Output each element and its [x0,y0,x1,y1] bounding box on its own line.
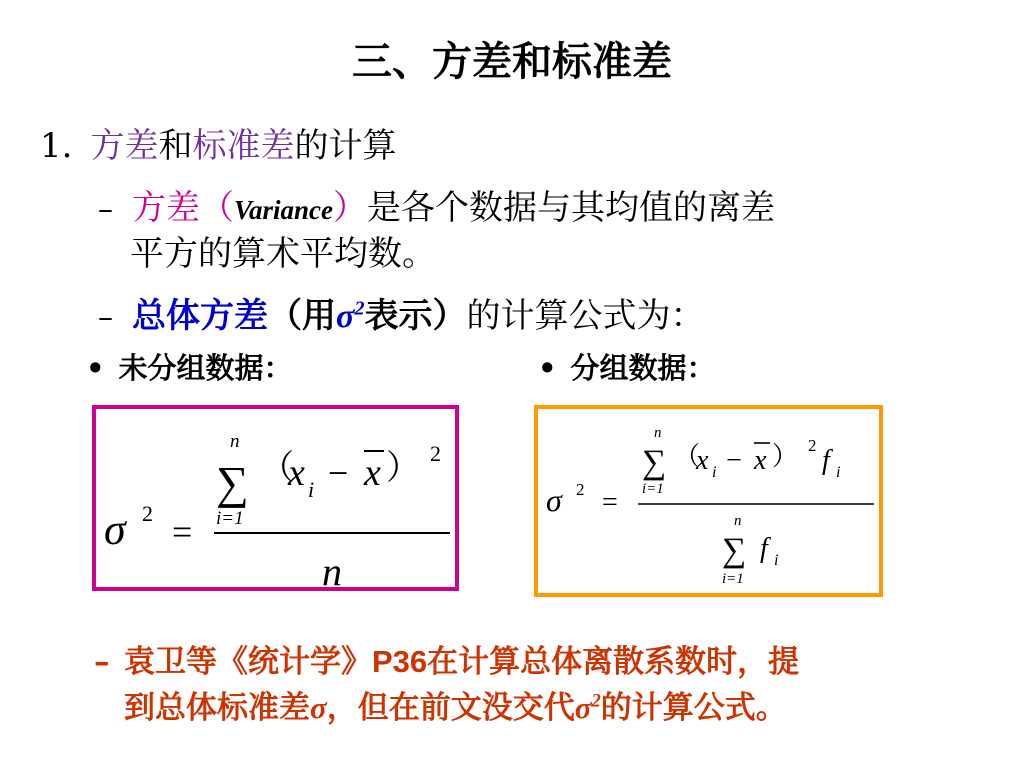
note-line-2 [124,682,787,727]
sum-lower-limit: i=1 [216,508,244,529]
paren-left: （ [260,450,294,487]
heading-and: 和 [158,126,193,166]
section-number: 1. [40,126,73,166]
note-sigma2-exp: 2 [591,690,601,712]
den-sum-lower-limit: i=1 [722,571,744,587]
paren-left: （ [674,442,701,471]
frequency-subscript: i [836,464,841,481]
dash-marker: – [98,300,113,335]
dash-marker: – [94,644,110,680]
den-sum-sign: ∑ [722,532,747,569]
square-exponent: 2 [430,441,441,466]
bullet-dot: • [538,351,557,385]
sigma-symbol: σ [546,482,562,518]
label-end: 表示） [364,296,467,336]
den-frequency-f: f [760,533,768,564]
dash-marker: – [98,192,113,227]
sigma-exp: 2 [354,297,365,320]
x-subscript: i [712,464,717,481]
frequency-f: f [822,445,830,476]
minus-sign: − [726,445,742,476]
ungrouped-formula [96,409,455,587]
x-variable: x [288,452,305,494]
page-title: 三、方差和标准差 [352,38,672,85]
population-variance-line [98,288,705,337]
formula-intro: 的计算公式为： [466,296,705,336]
sigma-symbol: σ [104,505,126,554]
note-text-4: ，但在前文没交代 [326,690,575,726]
bullet-grouped [538,346,716,387]
variance-term: 方差 [132,188,200,228]
ungrouped-label: 未分组数据： [118,351,293,385]
sum-upper-limit: n [230,431,240,452]
x-subscript: i [308,477,315,502]
square-exponent: 2 [808,436,817,455]
variance-definition [98,180,775,229]
denominator-n: n [322,549,342,587]
note-text-5: 的计算公式。 [600,690,787,726]
note-sigma2: σ [574,690,592,725]
paren-close: ） [333,188,368,228]
note-page-ref: P36 [372,644,428,679]
paren-right: ） [386,450,420,487]
minus-sign: − [328,453,349,493]
ungrouped-formula-box [92,405,459,591]
equals-sign: = [172,512,193,552]
x-bar-variable: x [754,445,767,476]
sigma-exponent: 2 [142,501,153,526]
heading-std: 标准差 [192,126,295,166]
sum-upper-limit: n [654,425,662,441]
x-variable: x [696,445,709,476]
sigma-symbol: σ [336,298,355,335]
note-text-2: 在计算总体离散系数时，提 [427,644,800,680]
section-heading [40,118,396,167]
grouped-label: 分组数据： [570,351,716,385]
den-frequency-subscript: i [774,552,779,569]
variance-def-text: 是各个数据与其均值的离差 [367,188,776,228]
sum-sign: ∑ [642,444,667,481]
den-sum-upper-limit: n [734,513,742,529]
bullet-dot: • [86,351,105,385]
bullet-ungrouped [86,346,293,387]
grouped-formula [538,409,879,593]
population-variance-term: 总体方差 [132,296,268,336]
note-text-3: 到总体标准差 [124,690,310,726]
x-bar-variable: x [364,452,381,494]
grouped-formula-box [534,405,883,597]
paren-open: （ [200,188,234,228]
note-line-1 [94,636,799,681]
variance-definition-cont: 平方的算术平均数。 [130,234,436,274]
note-text-1: 袁卫等《统计学》 [124,644,372,680]
sigma-exponent: 2 [576,480,585,499]
heading-calc: 的计算 [294,126,397,166]
heading-variance: 方差 [90,126,159,166]
paren-right: ） [772,442,799,471]
variance-english: Variance [234,195,334,225]
equals-sign: = [602,487,618,518]
note-sigma: σ [310,690,327,725]
paren-use: （用 [268,296,336,336]
sum-sign: ∑ [216,457,249,508]
sum-lower-limit: i=1 [642,481,664,497]
